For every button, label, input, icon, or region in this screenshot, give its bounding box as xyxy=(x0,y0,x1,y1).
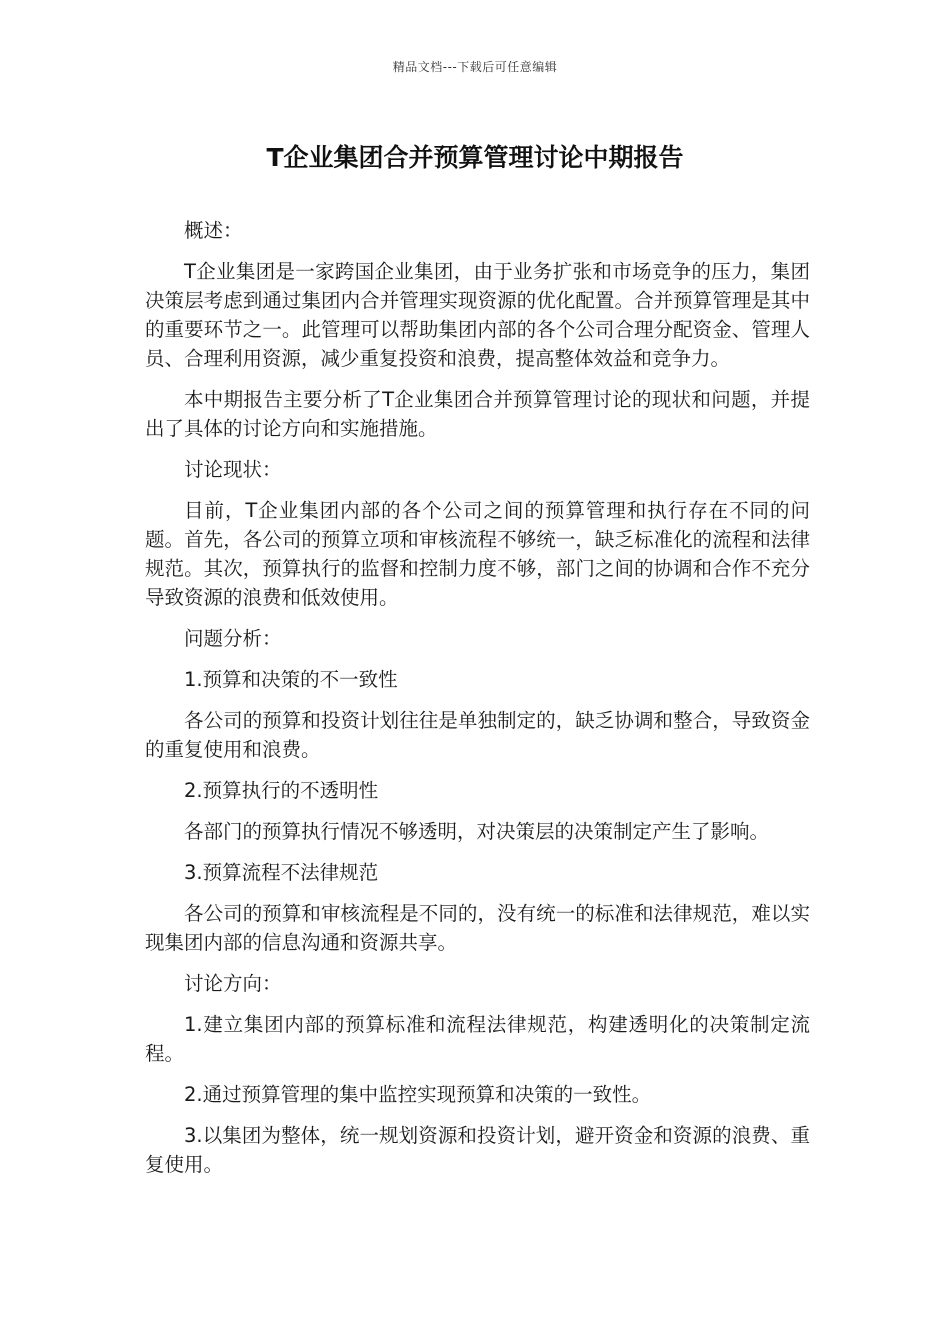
paragraph-intro: T企业集团是一家跨国企业集团，由于业务扩张和市场竞争的压力，集团决策层考虑到通过集团内合并管理实现资源的优化配置。合并预算管理是其中的重要环节之一。此管理可以帮助集团内部的各个公司合理分配资金、管理人员、合理利用资源，减少重复投资和浪费，提高整体效益和竞争力。 xyxy=(145,260,810,370)
section-heading-status: 讨论现状： xyxy=(184,458,282,481)
list-item-direction-1: 1.建立集团内部的预算标准和流程法律规范，构建透明化的决策制定流程。 xyxy=(145,1013,810,1065)
paragraph-problem-2: 各部门的预算执行情况不够透明，对决策层的决策制定产生了影响。 xyxy=(184,820,770,843)
document-body xyxy=(145,216,810,1191)
list-item-problem-2: 2.预算执行的不透明性 xyxy=(184,779,379,802)
section-heading-analysis: 问题分析： xyxy=(184,627,282,650)
section-heading-overview: 概述： xyxy=(184,219,243,242)
paragraph-problem-1: 各公司的预算和投资计划往往是单独制定的，缺乏协调和整合，导致资金的重复使用和浪费。 xyxy=(145,709,810,761)
page-header: 精品文档---下载后可任意编辑 xyxy=(392,60,558,74)
paragraph-report-scope: 本中期报告主要分析了T企业集团合并预算管理讨论的现状和问题，并提出了具体的讨论方向和实施措施。 xyxy=(145,388,810,440)
list-item-problem-3: 3.预算流程不法律规范 xyxy=(184,861,379,884)
document-title: T企业集团合并预算管理讨论中期报告 xyxy=(266,143,684,172)
section-heading-direction: 讨论方向： xyxy=(184,972,282,995)
paragraph-status: 目前，T企业集团内部的各个公司之间的预算管理和执行存在不同的问题。首先，各公司的预算立项和审核流程不够统一，缺乏标准化的流程和法律规范。其次，预算执行的监督和控制力度不够，部门之间的协调和合作不充分导致资源的浪费和低效使用。 xyxy=(145,499,810,609)
list-item-direction-3: 3.以集团为整体，统一规划资源和投资计划，避开资金和资源的浪费、重复使用。 xyxy=(145,1124,810,1176)
list-item-direction-2: 2.通过预算管理的集中监控实现预算和决策的一致性。 xyxy=(184,1083,652,1106)
paragraph-problem-3: 各公司的预算和审核流程是不同的，没有统一的标准和法律规范，难以实现集团内部的信息沟通和资源共享。 xyxy=(145,902,810,954)
list-item-problem-1: 1.预算和决策的不一致性 xyxy=(184,668,398,691)
